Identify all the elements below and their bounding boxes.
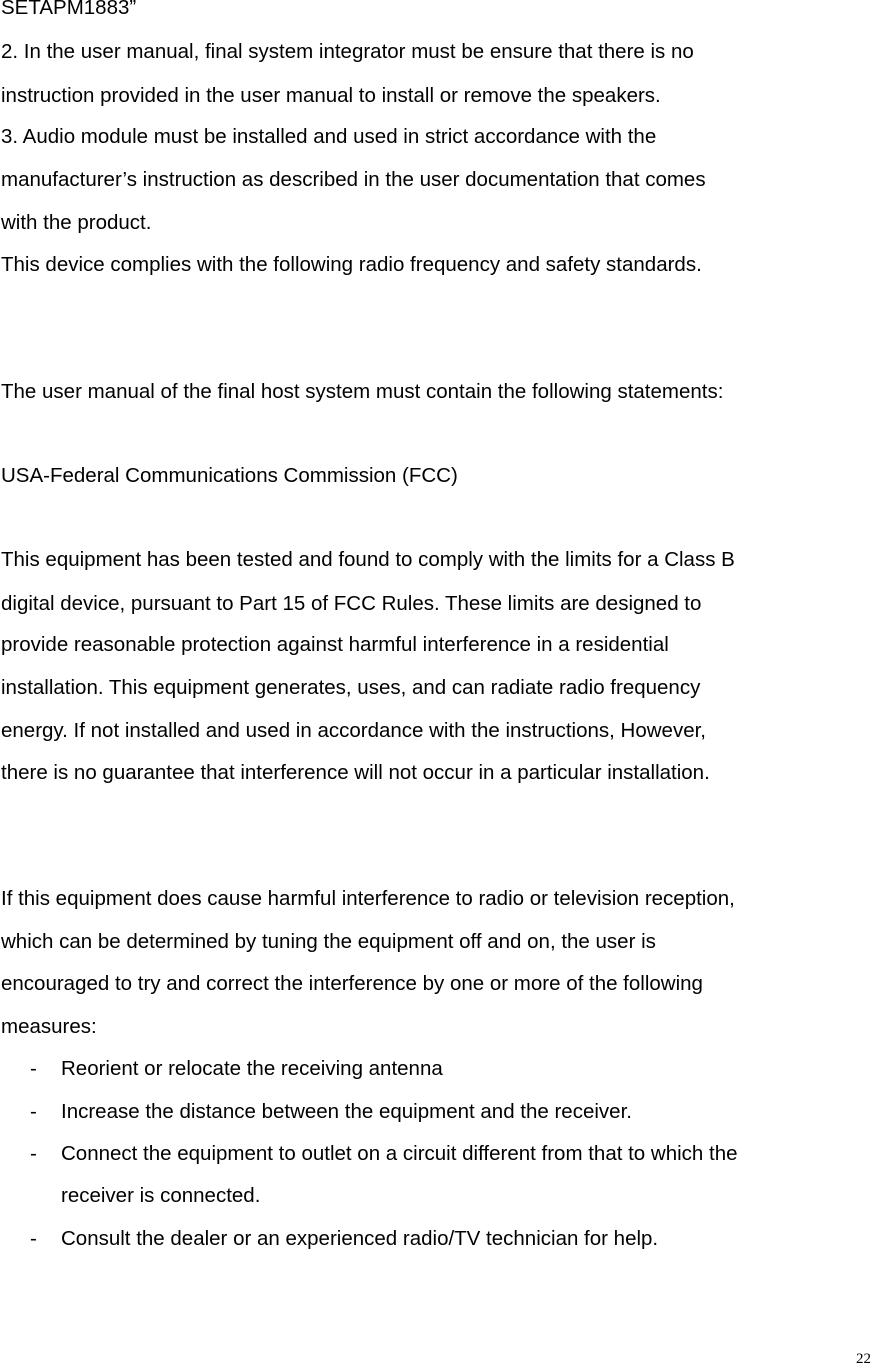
document-line: with the product. (1, 211, 152, 234)
list-item: Consult the dealer or an experienced radio/TV technician for help. (61, 1227, 659, 1250)
interference-paragraph-line: measures: (1, 1015, 97, 1038)
fcc-paragraph-line: installation. This equipment generates, uses, and can radiate radio frequency (1, 676, 701, 699)
list-item-continuation: receiver is connected. (61, 1184, 261, 1207)
document-line: manufacturer’s instruction as described in the user documentation that comes (1, 168, 706, 191)
fcc-paragraph-line: digital device, pursuant to Part 15 of FCC Rules. These limits are designed to (1, 592, 702, 615)
bullet-marker: - (30, 1057, 37, 1080)
interference-paragraph-line: which can be determined by tuning the equipment off and on, the user is (1, 930, 656, 953)
bullet-marker: - (30, 1100, 37, 1123)
document-line: instruction provided in the user manual to install or remove the speakers. (1, 84, 661, 107)
fcc-heading: USA-Federal Communications Commission (FCC) (1, 464, 458, 487)
document-line: This device complies with the following radio frequency and safety standards. (1, 253, 702, 276)
list-item: Connect the equipment to outlet on a circuit different from that to which the (61, 1142, 738, 1165)
host-statement: The user manual of the final host system must contain the following statements: (1, 380, 724, 403)
bullet-marker: - (30, 1142, 37, 1165)
interference-paragraph-line: encouraged to try and correct the interference by one or more of the following (1, 972, 703, 995)
list-item: Reorient or relocate the receiving antenna (61, 1057, 443, 1080)
list-item: Increase the distance between the equipment and the receiver. (61, 1100, 632, 1123)
document-line: 3. Audio module must be installed and used in strict accordance with the (1, 125, 657, 148)
document-line: SETAPM1883” (1, 0, 137, 19)
interference-paragraph-line: If this equipment does cause harmful interference to radio or television reception, (1, 887, 735, 910)
page-number: 22 (856, 1351, 871, 1367)
fcc-paragraph-line: energy. If not installed and used in accordance with the instructions, However, (1, 719, 706, 742)
fcc-paragraph-line: provide reasonable protection against harmful interference in a residential (1, 633, 669, 656)
bullet-marker: - (30, 1227, 37, 1250)
fcc-paragraph-line: there is no guarantee that interference will not occur in a particular installation. (1, 761, 710, 784)
document-line: 2. In the user manual, final system integrator must be ensure that there is no (1, 40, 694, 63)
fcc-paragraph-line: This equipment has been tested and found to comply with the limits for a Class B (1, 548, 735, 571)
